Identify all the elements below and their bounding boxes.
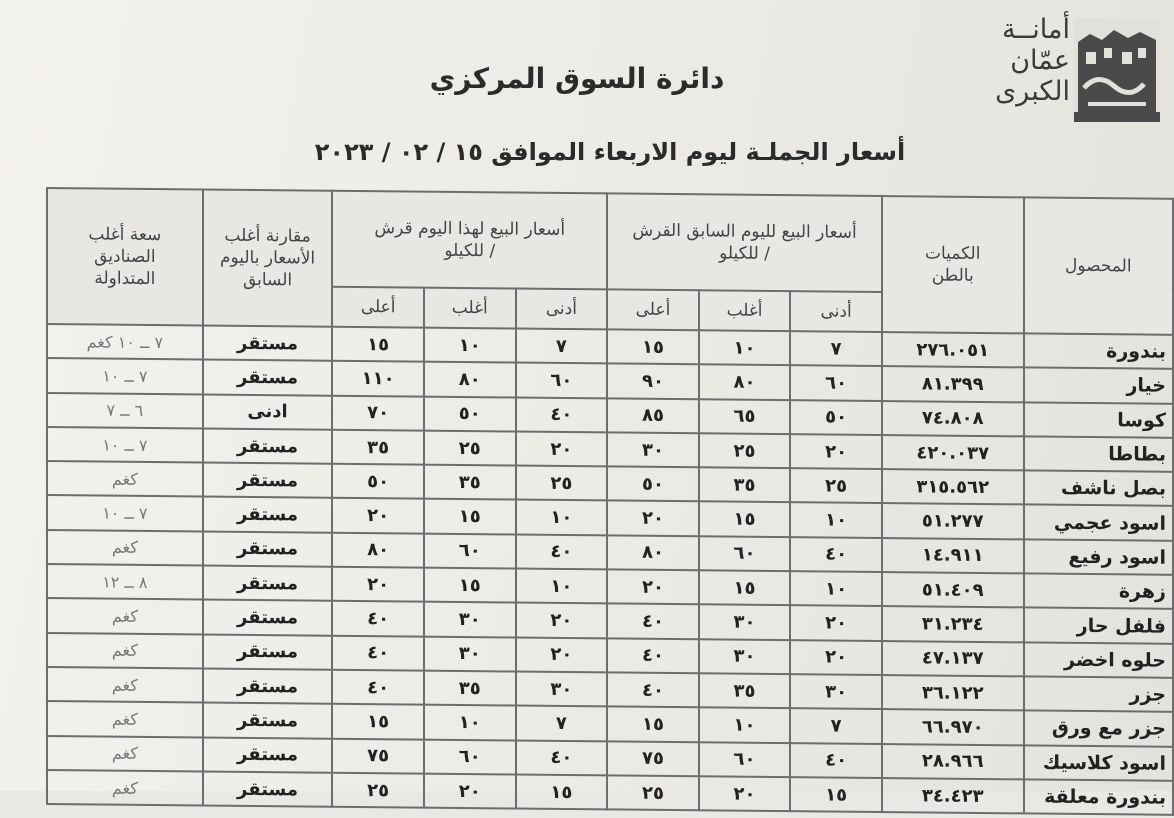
cell-box-size: ٧ ــ ١٠ [47, 427, 203, 463]
logo-line-2: عمّان [1010, 45, 1070, 76]
logo-line-1: أمانــة [1001, 14, 1070, 45]
header-today-common: أغلب [424, 288, 516, 329]
cell-box-size: كغم [47, 530, 203, 566]
cell-product: اسود كلاسيك [1024, 745, 1173, 781]
cell-today-high: ٣٥ [332, 430, 424, 465]
cell-prev-low: ٢٠ [790, 640, 882, 675]
cell-prev-low: ١٥ [790, 777, 882, 812]
cell-product: جزر مع ورق [1024, 711, 1173, 747]
cell-product: كوسا [1024, 402, 1173, 438]
cell-today-low: ٢٥ [516, 466, 608, 501]
price-table-body [47, 324, 1173, 815]
cell-prev-common: ٦٥ [699, 399, 791, 434]
cell-today-high: ٧٥ [332, 738, 424, 773]
cell-prev-common: ٨٠ [699, 365, 791, 400]
cell-box-size: كغم [47, 770, 203, 806]
cell-prev-high: ١٥ [607, 329, 699, 364]
cell-prev-high: ٤٠ [607, 638, 699, 673]
cell-today-common: ١٥ [424, 499, 516, 534]
cell-comparison: مستقر [203, 668, 333, 704]
cell-prev-high: ٨٠ [607, 535, 699, 570]
cell-quantity: ٤٢٠.٠٣٧ [882, 435, 1024, 471]
cell-today-low: ٧ [516, 706, 608, 741]
cell-today-low: ٤٠ [516, 534, 608, 569]
cell-box-size: كغم [47, 736, 203, 772]
cell-box-size: كغم [47, 633, 203, 669]
price-table-wrapper [46, 187, 1174, 818]
cell-prev-low: ٢٥ [790, 468, 882, 503]
cell-today-common: ٣٥ [424, 465, 516, 500]
cell-today-high: ٢٠ [332, 567, 424, 602]
cell-today-low: ٣٠ [516, 671, 608, 706]
cell-quantity: ٢٨.٩٦٦ [882, 744, 1024, 780]
cell-prev-common: ٣٥ [699, 673, 791, 708]
cell-prev-common: ٣٥ [699, 467, 791, 502]
cell-comparison: ادنى [203, 394, 333, 430]
cell-box-size: ٦ ــ ٧ [47, 393, 203, 429]
cell-today-low: ١٠ [516, 500, 608, 535]
header-previous-day-prices: أسعار البيع لليوم السابق القرش / للكيلو [607, 193, 882, 292]
cell-prev-high: ٥٠ [607, 467, 699, 502]
cell-prev-high: ٤٠ [607, 672, 699, 707]
cell-today-high: ١١٠ [332, 361, 424, 396]
department-name: دائرة السوق المركزي [429, 62, 725, 95]
header-prev-high: أعلى [607, 289, 699, 330]
cell-prev-common: ١٥ [699, 570, 791, 605]
header-today-high: أعلى [332, 287, 424, 328]
cell-comparison: مستقر [203, 703, 333, 739]
cell-today-common: ٨٠ [424, 362, 516, 397]
cell-today-common: ١٠ [424, 328, 516, 363]
cell-prev-low: ٢٠ [790, 434, 882, 469]
cell-product: بطاطا [1024, 436, 1173, 472]
cell-comparison: مستقر [203, 531, 333, 567]
header-today-prices: أسعار البيع لهذا اليوم قرش / للكيلو [332, 191, 607, 290]
cell-comparison: مستقر [203, 497, 333, 533]
cell-prev-low: ٦٠ [790, 365, 882, 400]
header-today-low: أدنى [516, 289, 608, 330]
cell-prev-high: ٢٥ [607, 775, 699, 810]
cell-box-size: ٧ ــ ١٠ [47, 358, 203, 394]
cell-comparison: مستقر [203, 737, 333, 773]
cell-today-common: ٣٠ [424, 636, 516, 671]
cell-box-size: كغم [47, 461, 203, 497]
cell-product: خيار [1024, 368, 1173, 404]
cell-prev-common: ٢٥ [699, 433, 791, 468]
cell-product: اسود عجمي [1024, 505, 1173, 541]
cell-prev-low: ٣٠ [790, 674, 882, 709]
cell-today-high: ٢٥ [332, 773, 424, 808]
cell-today-low: ٧ [516, 329, 608, 364]
cell-today-common: ٢٥ [424, 431, 516, 466]
cell-today-low: ٢٠ [516, 431, 608, 466]
cell-prev-high: ٧٥ [607, 741, 699, 776]
cell-box-size: كغم [47, 701, 203, 737]
cell-today-common: ٥٠ [424, 396, 516, 431]
cell-today-common: ٣٠ [424, 602, 516, 637]
cell-quantity: ٥١.٢٧٧ [882, 504, 1024, 540]
cell-comparison: مستقر [203, 326, 333, 362]
cell-prev-common: ١٥ [699, 502, 791, 537]
cell-box-size: ٧ ــ ١٠ كغم [47, 324, 203, 360]
cell-today-common: ٣٥ [424, 671, 516, 706]
cell-product: بصل ناشف [1024, 471, 1173, 507]
cell-quantity: ٣١٥.٥٦٢ [882, 469, 1024, 505]
cell-prev-high: ٢٠ [607, 569, 699, 604]
cell-comparison: مستقر [203, 600, 333, 636]
cell-prev-low: ٧ [790, 708, 882, 743]
cell-prev-low: ٢٠ [790, 606, 882, 641]
cell-prev-common: ١٠ [699, 330, 791, 365]
cell-today-common: ٦٠ [424, 739, 516, 774]
cell-box-size: كغم [47, 667, 203, 703]
cell-product: بندورة معلقة [1024, 779, 1173, 815]
cell-quantity: ٦٦.٩٧٠ [882, 709, 1024, 745]
cell-prev-common: ٣٠ [699, 639, 791, 674]
report-date-title: أسعار الجملـة ليوم الاربعاء الموافق ١٥ / ٠٢ / ٢٠٢٣ [314, 138, 906, 166]
cell-prev-high: ١٥ [607, 707, 699, 742]
cell-today-high: ٨٠ [332, 533, 424, 568]
cell-product: فلفل حار [1024, 608, 1173, 644]
cell-quantity: ٥١.٤٠٩ [882, 572, 1024, 608]
cell-prev-low: ٧ [790, 331, 882, 366]
cell-prev-low: ٥٠ [790, 400, 882, 435]
cell-product: زهرة [1024, 573, 1173, 609]
cell-quantity: ٣١.٢٣٤ [882, 606, 1024, 642]
cell-today-low: ١٠ [516, 569, 608, 604]
cell-prev-common: ٣٠ [699, 605, 791, 640]
cell-comparison: مستقر [203, 634, 333, 670]
header-product: المحصول [1024, 197, 1173, 334]
wholesale-price-table [46, 187, 1174, 816]
cell-prev-common: ٦٠ [699, 742, 791, 777]
cell-product: بندورة [1024, 333, 1173, 369]
cell-today-high: ٤٠ [332, 670, 424, 705]
cell-today-high: ١٥ [332, 704, 424, 739]
header-box-size: سعة أغلب الصناديق المتداولة [47, 188, 203, 325]
cell-today-common: ٦٠ [424, 533, 516, 568]
cell-prev-high: ٨٥ [607, 398, 699, 433]
cell-today-common: ١٥ [424, 568, 516, 603]
cell-prev-high: ٩٠ [607, 364, 699, 399]
cell-today-low: ١٥ [516, 774, 608, 809]
cell-comparison: مستقر [203, 566, 333, 602]
cell-today-high: ٢٠ [332, 498, 424, 533]
cell-product: جزر [1024, 676, 1173, 712]
cell-box-size: ٧ ــ ١٠ [47, 495, 203, 531]
cell-prev-common: ٢٠ [699, 776, 791, 811]
cell-prev-common: ١٠ [699, 708, 791, 743]
cell-comparison: مستقر [203, 360, 333, 396]
cell-prev-low: ١٠ [790, 503, 882, 538]
cell-today-high: ٧٠ [332, 395, 424, 430]
cell-quantity: ٤٧.١٣٧ [882, 641, 1024, 677]
cell-today-low: ٤٠ [516, 740, 608, 775]
cell-quantity: ٨١.٣٩٩ [882, 366, 1024, 402]
cell-box-size: كغم [47, 598, 203, 634]
cell-today-common: ١٠ [424, 705, 516, 740]
cell-comparison: مستقر [203, 463, 333, 499]
cell-today-low: ٢٠ [516, 603, 608, 638]
cell-today-high: ٥٠ [332, 464, 424, 499]
cell-quantity: ١٤.٩١١ [882, 538, 1024, 574]
cell-today-low: ٤٠ [516, 397, 608, 432]
cell-prev-high: ٤٠ [607, 604, 699, 639]
cell-quantity: ٣٤.٤٢٣ [882, 778, 1024, 814]
cell-prev-common: ٦٠ [699, 536, 791, 571]
cell-today-high: ٤٠ [332, 601, 424, 636]
cell-prev-high: ٣٠ [607, 432, 699, 467]
cell-today-common: ٢٠ [424, 773, 516, 808]
cell-prev-low: ٤٠ [790, 537, 882, 572]
cell-quantity: ٧٤.٨٠٨ [882, 401, 1024, 437]
cell-prev-low: ١٠ [790, 571, 882, 606]
cell-box-size: ٨ ــ ١٢ [47, 564, 203, 600]
cell-quantity: ٣٦.١٢٢ [882, 675, 1024, 711]
header-prev-low: أدنى [790, 291, 882, 332]
cell-prev-low: ٤٠ [790, 743, 882, 778]
cell-today-high: ١٥ [332, 327, 424, 362]
cell-today-low: ٢٠ [516, 637, 608, 672]
logo-line-3: الكبرى [995, 76, 1070, 107]
header-prev-common: أغلب [699, 290, 791, 331]
cell-product: حلوه اخضر [1024, 642, 1173, 678]
cell-today-low: ٦٠ [516, 363, 608, 398]
cell-prev-high: ٢٠ [607, 501, 699, 536]
header-comparison: مقارنة أغلب الأسعار باليوم السابق [203, 190, 333, 327]
cell-comparison: مستقر [203, 771, 333, 807]
cell-today-high: ٤٠ [332, 635, 424, 670]
department-title [0, 62, 1174, 95]
cell-product: اسود رفيع [1024, 539, 1173, 575]
header-quantity: الكميات بالطن [882, 196, 1024, 333]
cell-comparison: مستقر [203, 428, 333, 464]
cell-quantity: ٢٧٦.٠٥١ [882, 332, 1024, 368]
